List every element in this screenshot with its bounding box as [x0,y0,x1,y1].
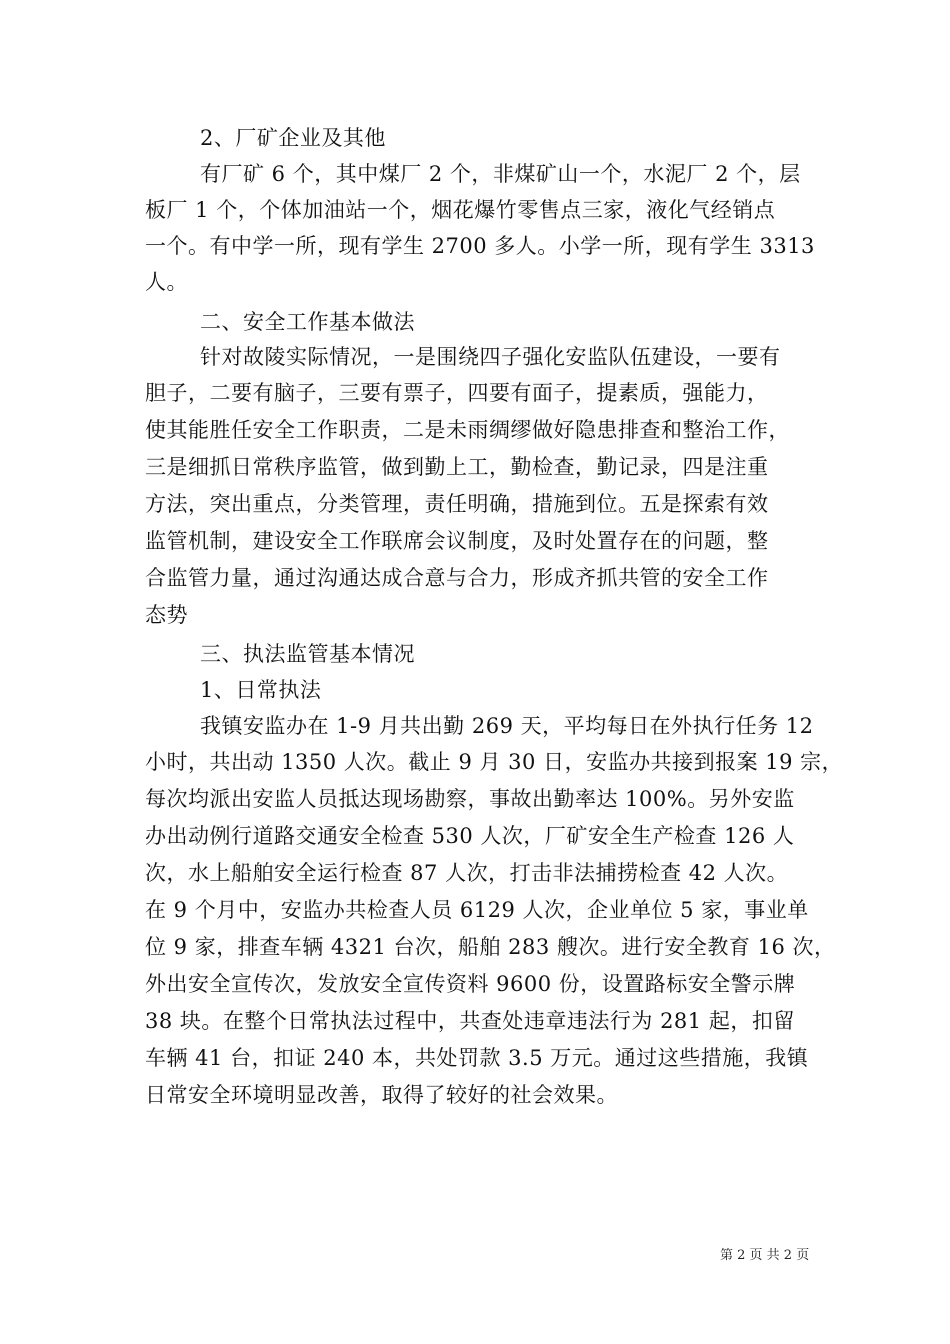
section-heading-practices: 二、安全工作基本做法 [200,310,415,334]
page-number-footer: 第 2 页 共 2 页 [720,1248,810,1263]
paragraph-line: 在 9 个月中，安监办共检查人员 6129 人次，企业单位 5 家，事业单 [145,898,809,922]
paragraph-line: 小时，共出动 1350 人次。截止 9 月 30 日，安监办共接到报案 19 宗， [145,750,844,774]
paragraph-line: 办出动例行道路交通安全检查 530 人次，厂矿安全生产检查 126 人 [145,824,795,848]
paragraph-line: 位 9 家，排查车辆 4321 台次，船舶 283 艘次。进行安全教育 16 次， [145,935,836,959]
paragraph-line: 日常安全环境明显改善，取得了较好的社会效果。 [145,1083,618,1107]
paragraph-line: 车辆 41 台，扣证 240 本，共处罚款 3.5 万元。通过这些措施，我镇 [145,1046,809,1070]
paragraph-line: 合监管力量，通过沟通达成合意与合力，形成齐抓共管的安全工作 [145,566,769,590]
paragraph-line: 我镇安监办在 1-9 月共出勤 269 天，平均每日在外执行任务 12 [200,714,814,738]
paragraph-line: 三是细抓日常秩序监管，做到勤上工，勤检查，勤记录，四是注重 [145,455,769,479]
paragraph-line: 胆子，二要有脑子，三要有票子，四要有面子，提素质，强能力， [145,381,769,405]
paragraph-line: 有厂矿 6 个，其中煤厂 2 个，非煤矿山一个，水泥厂 2 个，层 [200,162,801,186]
paragraph-line: 针对故陵实际情况，一是围绕四子强化安监队伍建设，一要有 [200,345,781,369]
paragraph-line: 38 块。在整个日常执法过程中，共查处违章违法行为 281 起，扣留 [145,1009,795,1033]
paragraph-line: 态势 [145,603,188,627]
subheading-factories: 2、厂矿企业及其他 [200,126,386,150]
paragraph-line: 每次均派出安监人员抵达现场勘察，事故出勤率达 100%。另外安监 [145,787,795,811]
paragraph-line: 使其能胜任安全工作职责，二是未雨绸缪做好隐患排查和整治工作， [145,418,790,442]
paragraph-line: 方法，突出重点，分类管理，责任明确，措施到位。五是探索有效 [145,492,769,516]
subheading-daily-enforcement: 1、日常执法 [200,678,322,702]
paragraph-line: 板厂 1 个，个体加油站一个，烟花爆竹零售点三家，液化气经销点 [145,198,776,222]
paragraph-line: 人。 [145,270,188,294]
paragraph-line: 外出安全宣传次，发放安全宣传资料 9600 份，设置路标安全警示牌 [145,972,796,996]
section-heading-enforcement: 三、执法监管基本情况 [200,642,415,666]
paragraph-line: 一个。有中学一所，现有学生 2700 多人。小学一所，现有学生 3313 [145,234,815,258]
paragraph-line: 次，水上船舶安全运行检查 87 人次，打击非法捕捞检查 42 人次。 [145,861,789,885]
paragraph-line: 监管机制，建设安全工作联席会议制度，及时处置存在的问题，整 [145,529,769,553]
